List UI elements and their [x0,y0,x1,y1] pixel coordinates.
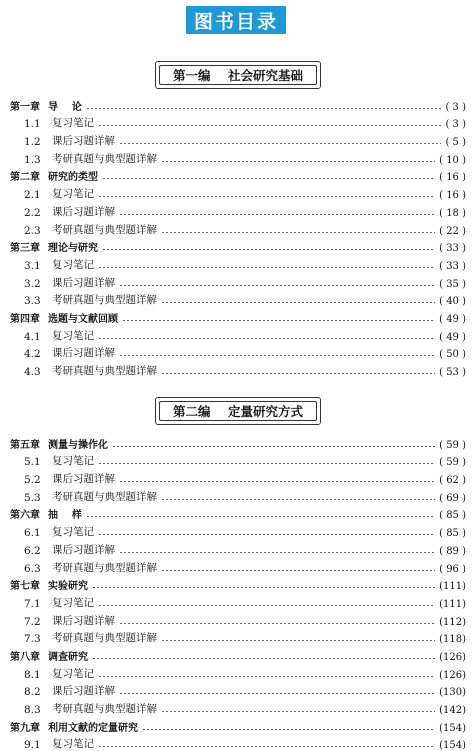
section-page-number: (126) [439,669,466,681]
toc-chapter-row[interactable] [0,237,474,255]
toc-section-row[interactable] [0,113,474,131]
section-page-number: (111) [439,598,466,610]
chapter-title: 利用文献的定量研究 [48,722,138,734]
leader-dots [122,320,435,321]
chapter-number: 第六章 [10,510,40,522]
section-title: 复习笔记 [52,258,94,271]
section-number: 7.1 [24,597,41,610]
section-number: 7.2 [24,615,41,628]
leader-dots [92,658,435,659]
toc-section-row[interactable] [0,557,474,575]
section-title: 考研真题与典型题详解 [52,294,157,307]
section-page-number: ( 18 ) [439,207,466,219]
section-number: 7.3 [24,633,41,646]
part-2-heading [155,397,321,425]
chapter-number: 第一章 [10,101,40,113]
chapter-number: 第二章 [10,172,40,184]
section-title: 课后习题详解 [52,276,115,289]
leader-dots [161,640,435,641]
leader-dots [119,285,435,286]
leader-dots [119,355,435,356]
section-title: 复习笔记 [52,455,94,468]
section-page-number: ( 40 ) [439,296,466,308]
leader-dots [98,125,441,126]
section-number: 5.3 [24,491,41,504]
section-number: 9.1 [24,739,41,751]
section-number: 8.2 [24,686,41,699]
section-number: 6.2 [24,544,41,557]
section-page-number: (154) [439,740,466,751]
chapter-page-number: ( 33 ) [439,243,466,255]
section-page-number: ( 69 ) [439,492,466,504]
section-page-number: ( 62 ) [439,475,466,487]
chapter-page-number: (126) [439,651,466,663]
section-title: 考研真题与典型题详解 [52,490,157,503]
leader-dots [98,338,435,339]
toc-section-row[interactable] [0,272,474,290]
chapter-title: 导 论 [48,101,82,113]
section-number: 6.1 [24,527,41,540]
leader-dots [112,446,435,447]
section-number: 3.3 [24,295,41,308]
leader-dots [119,623,435,624]
section-page-number: ( 5 ) [445,137,466,149]
section-page-number: ( 49 ) [439,331,466,343]
chapter-title: 选题与文献回顾 [48,313,118,325]
toc-section-row[interactable] [0,254,474,272]
part-2-title: 第二编 定量研究方式 [173,404,303,419]
toc-section-row[interactable] [0,183,474,201]
section-number: 4.1 [24,330,41,343]
section-page-number: ( 10 ) [439,154,466,166]
toc-section-row[interactable] [0,451,474,469]
section-page-number: (130) [439,687,466,699]
chapter-number: 第八章 [10,651,40,663]
section-number: 1.2 [24,136,41,149]
section-number: 4.3 [24,366,41,378]
toc-section-row[interactable] [0,663,474,681]
toc-section-row[interactable] [0,148,474,166]
toc-title-banner [186,6,286,34]
chapter-title: 测量与操作化 [48,439,108,451]
leader-dots [161,711,435,712]
section-number: 3.1 [24,259,41,272]
section-page-number: ( 89 ) [439,545,466,557]
section-number: 1.3 [24,153,41,166]
section-title: 课后习题详解 [52,614,115,627]
section-page-number: (118) [439,634,466,646]
section-number: 1.1 [24,118,41,131]
toc-section-row[interactable] [0,521,474,539]
leader-dots [161,232,435,233]
chapter-title: 抽 样 [48,510,82,522]
toc-section-row[interactable] [0,325,474,343]
section-title: 复习笔记 [52,188,94,201]
section-page-number: ( 53 ) [439,367,466,378]
chapter-number: 第四章 [10,313,40,325]
toc-title: 图书目录 [193,10,278,33]
section-title: 考研真题与典型题详解 [52,703,157,715]
toc-chapter-row[interactable] [0,575,474,593]
leader-dots [98,463,435,464]
leader-dots [86,516,435,517]
leader-dots [98,605,435,606]
toc-section-row[interactable] [0,628,474,646]
toc-chapter-row[interactable] [0,166,474,184]
section-title: 复习笔记 [52,526,94,539]
leader-dots [98,676,435,677]
toc-section-row[interactable] [0,219,474,237]
toc-section-row[interactable] [0,486,474,504]
leader-dots [102,249,435,250]
part-1-toc [0,95,474,378]
section-title: 课后习题详解 [52,473,115,486]
leader-dots [98,746,435,747]
leader-dots [119,214,435,215]
toc-section-row[interactable] [0,734,474,751]
section-number: 8.1 [24,668,41,681]
section-page-number: ( 59 ) [439,457,466,469]
section-page-number: ( 33 ) [439,260,466,272]
part-1-heading [155,61,321,89]
section-title: 课后习题详解 [52,685,115,698]
section-title: 课后习题详解 [52,347,115,360]
toc-section-row[interactable] [0,343,474,361]
section-title: 课后习题详解 [52,543,115,556]
section-title: 复习笔记 [52,738,94,751]
section-page-number: ( 85 ) [439,528,466,540]
chapter-number: 第三章 [10,243,40,255]
toc-section-row[interactable] [0,468,474,486]
leader-dots [161,499,435,500]
leader-dots [119,143,441,144]
toc-section-row[interactable] [0,201,474,219]
section-number: 2.3 [24,224,41,237]
leader-dots [161,570,435,571]
leader-dots [119,552,435,553]
leader-dots [119,481,435,482]
section-title: 课后习题详解 [52,135,115,148]
section-number: 2.2 [24,206,41,219]
chapter-title: 实验研究 [48,581,88,593]
section-number: 5.2 [24,474,41,487]
chapter-number: 第九章 [10,722,40,734]
chapter-page-number: ( 85 ) [439,510,466,522]
part-2-toc [0,433,474,751]
section-page-number: ( 35 ) [439,278,466,290]
section-title: 复习笔记 [52,329,94,342]
chapter-title: 研究的类型 [48,172,98,184]
section-title: 课后习题详解 [52,205,115,218]
chapter-page-number: ( 49 ) [439,313,466,325]
leader-dots [98,196,435,197]
leader-dots [92,587,435,588]
section-page-number: ( 3 ) [445,119,466,131]
section-number: 5.1 [24,456,41,469]
toc-section-row[interactable] [0,592,474,610]
section-title: 考研真题与典型题详解 [52,223,157,236]
section-page-number: ( 16 ) [439,190,466,202]
part-1-title: 第一编 社会研究基础 [173,68,303,83]
section-page-number: ( 96 ) [439,563,466,575]
chapter-title: 理论与研究 [48,243,98,255]
leader-dots [102,178,435,179]
chapter-title: 调查研究 [48,651,88,663]
section-page-number: ( 50 ) [439,349,466,361]
leader-dots [161,302,435,303]
section-page-number: (142) [439,705,466,716]
section-number: 3.2 [24,277,41,290]
toc-section-row[interactable] [0,698,474,716]
toc-section-row[interactable] [0,360,474,378]
toc-chapter-row[interactable] [0,95,474,113]
section-number: 6.3 [24,562,41,575]
toc-chapter-row[interactable] [0,716,474,734]
leader-dots [98,267,435,268]
toc-chapter-row[interactable] [0,645,474,663]
section-number: 4.2 [24,348,41,361]
section-title: 复习笔记 [52,596,94,609]
section-title: 复习笔记 [52,667,94,680]
chapter-number: 第五章 [10,439,40,451]
toc-section-row[interactable] [0,290,474,308]
chapter-page-number: (111) [439,581,466,593]
section-title: 复习笔记 [52,117,94,130]
section-title: 考研真题与典型题详解 [52,365,157,377]
toc-section-row[interactable] [0,610,474,628]
leader-dots [86,108,442,109]
section-title: 考研真题与典型题详解 [52,152,157,165]
toc-chapter-row[interactable] [0,307,474,325]
chapter-page-number: ( 3 ) [445,101,466,113]
chapter-page-number: ( 16 ) [439,172,466,184]
leader-dots [161,373,435,374]
toc-chapter-row[interactable] [0,433,474,451]
section-page-number: (112) [439,616,466,628]
leader-dots [98,534,435,535]
section-title: 考研真题与典型题详解 [52,632,157,645]
toc-section-row[interactable] [0,130,474,148]
leader-dots [119,693,435,694]
leader-dots [142,729,435,730]
toc-section-row[interactable] [0,681,474,699]
section-title: 考研真题与典型题详解 [52,561,157,574]
leader-dots [161,161,435,162]
section-page-number: ( 22 ) [439,225,466,237]
toc-chapter-row[interactable] [0,504,474,522]
toc-section-row[interactable] [0,539,474,557]
chapter-number: 第七章 [10,581,40,593]
chapter-page-number: ( 59 ) [439,439,466,451]
section-number: 8.3 [24,704,41,716]
section-number: 2.1 [24,189,41,202]
chapter-page-number: (154) [439,722,466,734]
